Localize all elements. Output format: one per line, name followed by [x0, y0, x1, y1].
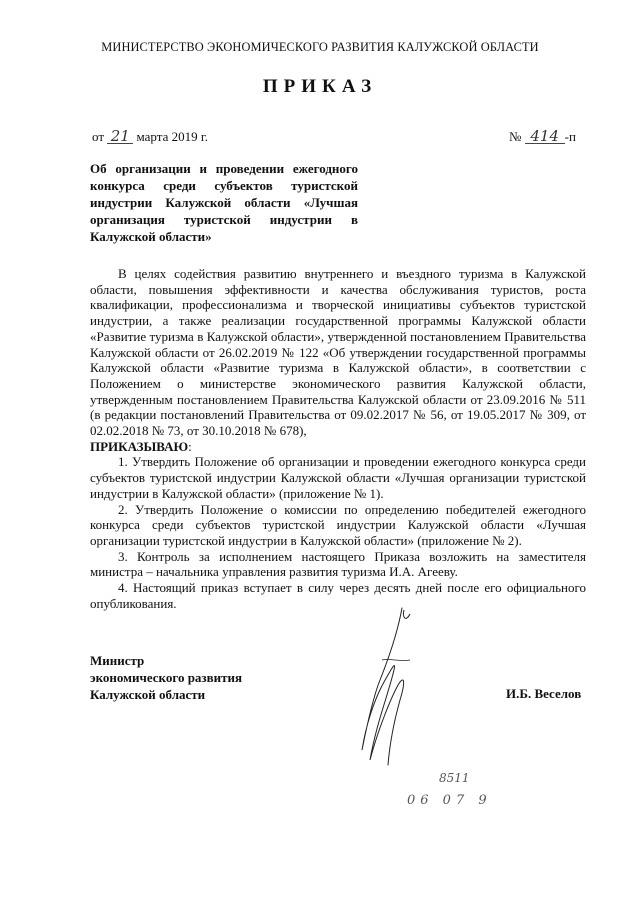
handwritten-signature [340, 600, 450, 770]
date-prefix: от [92, 129, 105, 144]
handwritten-notes [395, 770, 535, 820]
date-day-handwritten: 21 [107, 130, 133, 144]
date-rest: марта 2019 г. [136, 129, 208, 144]
order-item: 3. Контроль за исполнением настоящего Приказа возложить на заместителя министра – начальника управления развития туризма И.А. Агееву. [90, 548, 586, 580]
signatory-title-line: Калужской области [90, 687, 206, 702]
order-item: 4. Настоящий приказ вступает в силу через десять дней после его официального опубликования. [90, 580, 586, 611]
note-line-1: 8511 [439, 771, 470, 785]
decree-colon: : [188, 438, 192, 454]
decree-word: ПРИКАЗЫВАЮ [90, 438, 189, 454]
signatory-title [90, 652, 242, 703]
order-number [509, 129, 576, 145]
number-suffix: -п [564, 129, 576, 144]
signatory-name: И.Б. Веселов [506, 686, 582, 701]
order-date [92, 129, 208, 145]
order-item: 2. Утвердить Положение о комиссии по определению победителей ежегодного конкурса среди субъектов туристской индустрии Калужской области «Лучшая организации туристской индустрии в Калужской области» (приложение № 2). [90, 501, 586, 548]
order-subject: Об организации и проведении ежегодного конкурса среди субъектов туристской индустрии Калужской области «Лучшая организация туристской индустрии в Калужской области» [90, 161, 358, 244]
number-value-handwritten: 414 [525, 130, 565, 144]
order-body [90, 266, 586, 611]
document-title: ПРИКАЗ [262, 76, 378, 97]
number-prefix: № [509, 129, 522, 144]
note-line-2: 06 07 9 [407, 793, 492, 808]
signatory-title-line: экономического развития [90, 670, 243, 685]
decree-line [90, 439, 586, 455]
intro-paragraph: В целях содействия развитию внутреннего и въездного туризма в Калужской области, повышения эффективности и качества обслуживания туристов, роста квалификации, профессионализма и творческой инициативы субъектов туристской индустрии, а также реализации государственной программы Калужской области «Развитие туризма в Калужской области», утвержденной постановлением Правительства Калужской области от 26.02.2019 № 122 «Об утверждении государственной программы Калужской области «Развитие туризма в Калужской области», в соответствии с Положением о министерстве экономического развития Калужской области, утвержденным постановлением Правительства Калужской области от 23.09.2016 № 511 (в редакции постановлений Правительства от 09.02.2017 № 56, от 19.05.2017 № 309, от 02.02.2018 № 73, от 30.10.2018 № 678), [90, 266, 586, 439]
order-item: 1. Утвердить Положение об организации и проведении ежегодного конкурса среди субъектов туристской индустрии Калужской области «Лучшая организации туристской индустрии в Калужской области» (приложение № 1). [90, 454, 586, 501]
ministry-header: МИНИСТЕРСТВО ЭКОНОМИЧЕСКОГО РАЗВИТИЯ КАЛУЖСКОЙ ОБЛАСТИ [101, 40, 539, 54]
signatory-title-line: Министр [90, 653, 145, 668]
